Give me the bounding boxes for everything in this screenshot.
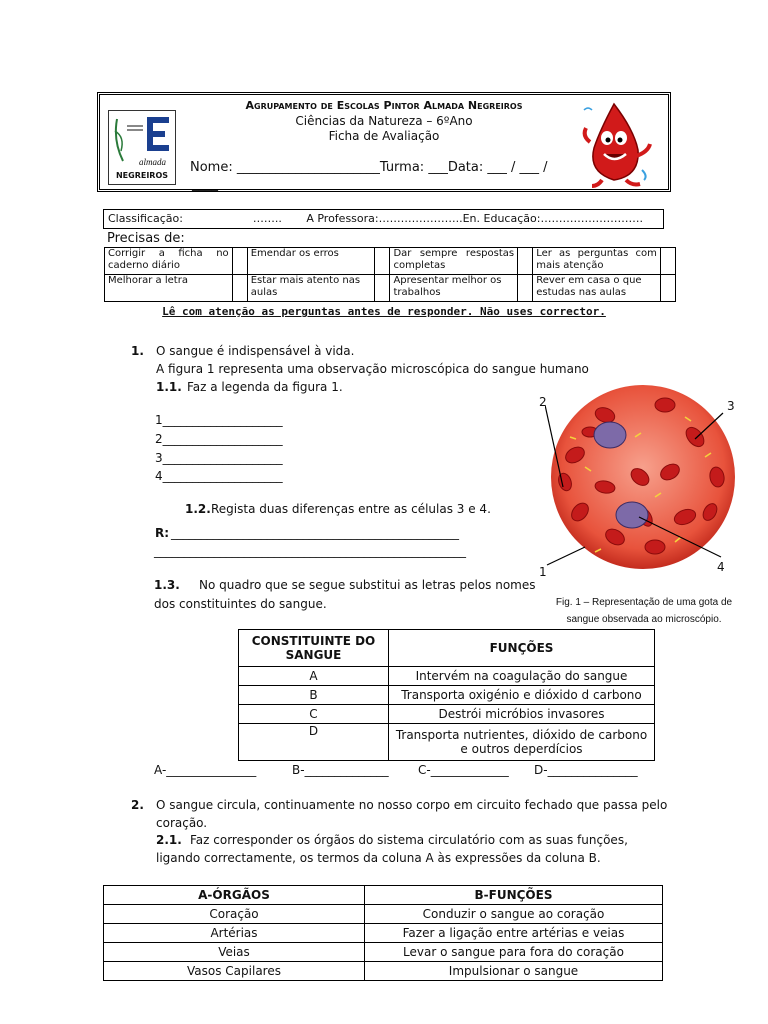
need-checkbox[interactable] bbox=[518, 275, 533, 302]
need-checkbox[interactable] bbox=[232, 248, 247, 275]
warning-text: Lê com atenção as perguntas antes de responder. Não uses corrector. bbox=[162, 305, 606, 318]
table-cell[interactable]: Veias bbox=[104, 943, 365, 962]
table-cell[interactable]: Conduzir o sangue ao coração bbox=[365, 905, 663, 924]
table-cell: Transporta oxigénio e dióxido d carbono bbox=[389, 686, 655, 705]
answer-a[interactable]: A-_______________ bbox=[154, 763, 257, 777]
q13-text: No quadro que se segue substitui as letras pelos nomes bbox=[199, 578, 536, 592]
fig-label-2: 2 bbox=[539, 395, 547, 409]
answer-line-2[interactable]: ____________________________________________________ bbox=[154, 544, 466, 558]
table-cell: B bbox=[239, 686, 389, 705]
table-header: FUNÇÕES bbox=[389, 630, 655, 667]
needs-row bbox=[105, 248, 676, 275]
white-cell-4 bbox=[616, 502, 648, 528]
q13-text2: dos constituintes do sangue. bbox=[154, 597, 327, 611]
need-checkbox[interactable] bbox=[518, 248, 533, 275]
q11-text: Faz a legenda da figura 1. bbox=[187, 380, 343, 394]
table-header: CONSTITUINTE DO SANGUE bbox=[239, 630, 389, 667]
need-checkbox[interactable] bbox=[232, 275, 247, 302]
school-logo bbox=[108, 110, 176, 185]
classification-text: Classificação: …….. A Professora:…………………..En. Educação:………………………. bbox=[108, 212, 643, 225]
table-row bbox=[104, 905, 663, 924]
legend-line-1[interactable]: 1____________________ bbox=[155, 413, 283, 427]
need-item: Melhorar a letra bbox=[105, 275, 233, 302]
classification-row bbox=[103, 209, 664, 229]
figure-caption: Fig. 1 – Representação de uma gota de sangue observada ao microscópio. bbox=[555, 597, 733, 625]
legend-line-4[interactable]: 4____________________ bbox=[155, 469, 283, 483]
table-cell: Transporta nutrientes, dióxido de carbono e outros deperdícios bbox=[389, 724, 655, 761]
q1-text2: A figura 1 representa uma observação microscópica do sangue humano bbox=[156, 362, 589, 376]
fig-label-1: 1 bbox=[539, 565, 547, 579]
table-row bbox=[104, 924, 663, 943]
table-cell[interactable]: Fazer a ligação entre artérias e veias bbox=[365, 924, 663, 943]
white-cell-2 bbox=[594, 422, 626, 448]
need-item: Dar sempre respostas completas bbox=[390, 248, 518, 275]
need-item: Emendar os erros bbox=[247, 248, 375, 275]
header-frame bbox=[97, 92, 671, 192]
school-name: Agrupamento de Escolas Pintor Almada Negreiros bbox=[245, 99, 523, 112]
name-line: Nome: ______________________Turma: ___Data: ___ / ___ / bbox=[190, 160, 548, 175]
fig-label-4: 4 bbox=[717, 560, 725, 574]
table-cell: D bbox=[239, 724, 389, 761]
q2-text2: coração. bbox=[156, 816, 208, 830]
organs-table bbox=[103, 885, 663, 981]
q1-number: 1. bbox=[131, 344, 144, 358]
answer-b[interactable]: B-______________ bbox=[292, 763, 389, 777]
need-item: Rever em casa o que estudas nas aulas bbox=[533, 275, 661, 302]
table-cell: A bbox=[239, 667, 389, 686]
table-row bbox=[104, 943, 663, 962]
table-cell: Destrói micróbios invasores bbox=[389, 705, 655, 724]
table-cell[interactable]: Coração bbox=[104, 905, 365, 924]
needs-row bbox=[105, 275, 676, 302]
blood-sample-figure bbox=[545, 377, 741, 573]
legend-line-2[interactable]: 2____________________ bbox=[155, 432, 283, 446]
fig-label-3: 3 bbox=[727, 399, 735, 413]
q2-number: 2. bbox=[131, 798, 144, 812]
table-row bbox=[104, 962, 663, 981]
table-cell[interactable]: Vasos Capilares bbox=[104, 962, 365, 981]
table-row bbox=[239, 667, 655, 686]
answer-c[interactable]: C-_____________ bbox=[418, 763, 509, 777]
need-checkbox[interactable] bbox=[375, 248, 390, 275]
need-checkbox[interactable] bbox=[660, 275, 675, 302]
table-cell: C bbox=[239, 705, 389, 724]
q13-number: 1.3. bbox=[154, 578, 180, 592]
logo-graphic-icon bbox=[109, 111, 175, 171]
table-row bbox=[239, 705, 655, 724]
table-cell[interactable]: Artérias bbox=[104, 924, 365, 943]
table-header: B-FUNÇÕES bbox=[365, 886, 663, 905]
q21-number: 2.1. bbox=[156, 833, 182, 847]
needs-table bbox=[104, 247, 676, 302]
constituents-table bbox=[238, 629, 655, 761]
blood-drop-mascot-icon bbox=[580, 100, 655, 188]
need-checkbox[interactable] bbox=[375, 275, 390, 302]
q21-text2: ligando correctamente, os termos da coluna A às expressões da coluna B. bbox=[156, 851, 601, 865]
q12-text: Regista duas diferenças entre as células 3 e 4. bbox=[211, 502, 491, 516]
need-item: Estar mais atento nas aulas bbox=[247, 275, 375, 302]
answer-label: R: bbox=[155, 526, 170, 540]
logo-text: NEGREIROS bbox=[115, 171, 169, 180]
answer-d[interactable]: D-_______________ bbox=[534, 763, 638, 777]
table-cell[interactable]: Levar o sangue para fora do coração bbox=[365, 943, 663, 962]
table-header: A-ÓRGÃOS bbox=[104, 886, 365, 905]
q12-number: 1.2. bbox=[185, 502, 211, 516]
table-cell: Intervém na coagulação do sangue bbox=[389, 667, 655, 686]
table-cell[interactable]: Impulsionar o sangue bbox=[365, 962, 663, 981]
table-row bbox=[239, 724, 655, 761]
precisas-title: Precisas de: bbox=[107, 231, 185, 246]
q2-text: O sangue circula, continuamente no nosso corpo em circuito fechado que passa pelo bbox=[156, 798, 668, 812]
need-item: Ler as perguntas com mais atenção bbox=[533, 248, 661, 275]
need-checkbox[interactable] bbox=[660, 248, 675, 275]
logo-script: almada bbox=[139, 157, 166, 167]
legend-line-3[interactable]: 3____________________ bbox=[155, 451, 283, 465]
need-item: Corrigir a ficha no caderno diário bbox=[105, 248, 233, 275]
name-line-continued: ____ bbox=[192, 177, 218, 192]
q11-number: 1.1. bbox=[156, 380, 182, 394]
subject: Ciências da Natureza – 6ºAno bbox=[295, 114, 473, 128]
q1-text: O sangue é indispensável à vida. bbox=[156, 344, 355, 358]
q21-text: Faz corresponder os órgãos do sistema circulatório com as suas funções, bbox=[190, 833, 628, 847]
answer-line-1[interactable]: ________________________________________________ bbox=[171, 526, 459, 540]
need-item: Apresentar melhor os trabalhos bbox=[390, 275, 518, 302]
table-row bbox=[239, 686, 655, 705]
worksheet-title: Ficha de Avaliação bbox=[328, 129, 440, 143]
